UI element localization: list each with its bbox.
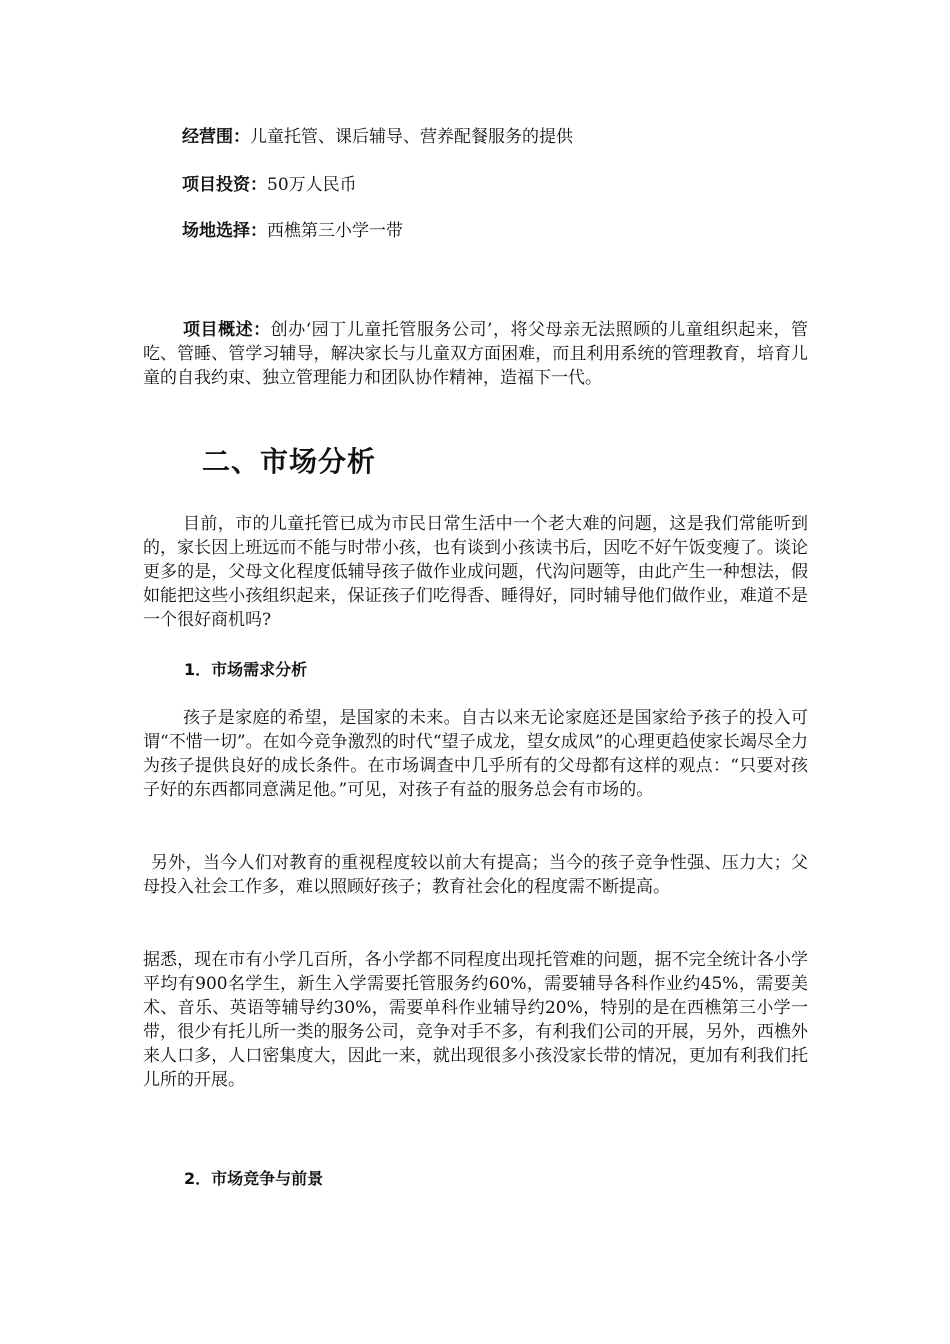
overview-paragraph — [143, 318, 808, 390]
demand-paragraph-3: 据悉，现在市有小学几百所，各小学都不同程度出现托管难的问题，据不完全统计各小学平均有900名学生，新生入学需要托管服务约60%，需要辅导各科作业约45%，需要美术、音乐、英语等辅导约30%，需要单科作业辅导约20%，特别的是在西樵第三小学一带，很少有托儿所一类的服务公司，竞争对手不多，有利我们公司的开展，另外，西樵外来人口多，人口密集度大，因此一来，就出现很多小孩没家长带的情况，更加有利我们托儿所的开展。 — [143, 950, 808, 1090]
business-scope-value: 儿童托管、课后辅导、营养配餐服务的提供 — [250, 127, 573, 147]
site-line — [182, 221, 403, 241]
investment-label: 项目投资： — [182, 175, 267, 195]
subheading-demand-analysis: 1．市场需求分析 — [184, 660, 308, 679]
business-scope-line — [182, 127, 573, 147]
overview-text: 创办‘园丁儿童托管服务公司’，将父母亲无法照顾的儿童组织起来，管吃、管睡、管学习辅导，解决家长与儿童双方面困难，而且利用系统的管理教育，培育儿童的自我约束、独立管理能力和团队协作精神，造福下一代。 — [143, 320, 809, 388]
demand-paragraph-2: 另外，当今人们对教育的重视程度较以前大有提高；当今的孩子竞争性强、压力大；父母投入社会工作多，难以照顾好孩子；教育社会化的程度需不断提高。 — [143, 853, 808, 897]
market-intro-paragraph: 目前，市的儿童托管已成为市民日常生活中一个老大难的问题，这是我们常能听到的，家长因上班远而不能与时带小孩，也有谈到小孩读书后，因吃不好午饭变瘦了。谈论更多的是，父母文化程度低辅导孩子做作业成问题，代沟问题等，由此产生一种想法，假如能把这些小孩组织起来，保证孩子们吃得香、睡得好，同时辅导他们做作业，难道不是一个很好商机吗? — [143, 514, 808, 630]
demand-paragraph-1: 孩子是家庭的希望，是国家的未来。自古以来无论家庭还是国家给予孩子的投入可谓“不惜一切”。在如今竞争激烈的时代“望子成龙，望女成凤”的心理更趋使家长竭尽全力为孩子提供良好的成长条件。在市场调查中几乎所有的父母都有这样的观点：“只要对孩子好的东西都同意满足他。”可见，对孩子有益的服务总会有市场的。 — [143, 708, 808, 800]
site-label: 场地选择： — [182, 221, 267, 241]
investment-line — [182, 175, 357, 195]
overview-label: 项目概述： — [183, 320, 271, 340]
section-heading-market-analysis: 二、市场分析 — [202, 445, 377, 478]
investment-value: 50万人民币 — [267, 175, 357, 195]
site-value: 西樵第三小学一带 — [267, 221, 403, 241]
business-scope-label: 经营围： — [182, 127, 250, 147]
subheading-competition-outlook: 2．市场竞争与前景 — [184, 1169, 324, 1188]
